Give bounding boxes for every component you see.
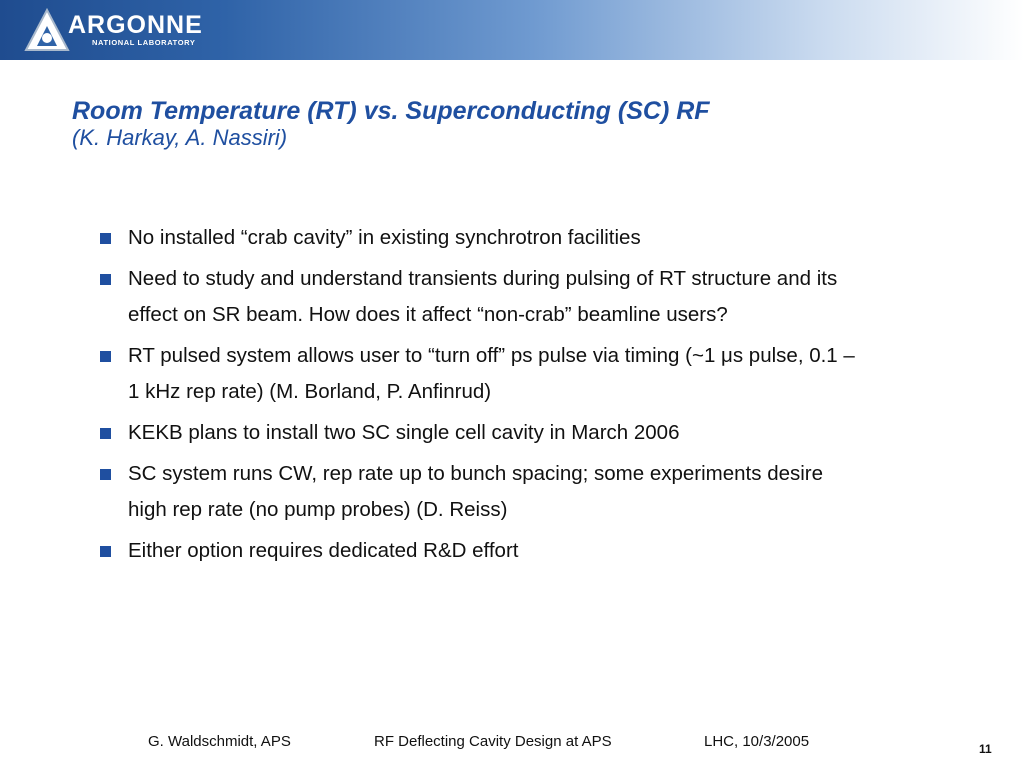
argonne-logo	[24, 8, 224, 52]
argonne-logo-mark-icon	[24, 8, 70, 52]
bullet-item	[98, 261, 858, 333]
bullet-item	[98, 338, 858, 410]
slide-subtitle: (K. Harkay, A. Nassiri)	[72, 125, 288, 150]
logo-wordmark: ARGONNE	[68, 11, 203, 39]
bullet-text: RT pulsed system allows user to “turn off” ps pulse via timing (~1 μs pulse, 0.1 – 1 kHz rep rate) (M. Borland, P. Anfinrud)	[128, 344, 855, 403]
bullet-item	[98, 533, 858, 569]
square-bullet-icon	[100, 428, 111, 439]
footer-author: G. Waldschmidt, APS	[148, 733, 291, 750]
bullet-text: KEKB plans to install two SC single cell cavity in March 2006	[128, 421, 680, 444]
bullet-text: Need to study and understand transients during pulsing of RT structure and its effect on SR beam. How does it affect “non-crab” beamline users?	[128, 267, 838, 326]
logo-subtitle: NATIONAL LABORATORY	[92, 38, 196, 47]
bullet-list	[98, 220, 858, 574]
bullet-text: SC system runs CW, rep rate up to bunch spacing; some experiments desire high rep rate (no pump probes) (D. Reiss)	[128, 462, 824, 521]
page-number: 11	[979, 742, 992, 756]
bullet-item	[98, 415, 858, 451]
title-block	[72, 96, 710, 150]
footer-talk-title: RF Deflecting Cavity Design at APS	[374, 733, 612, 750]
square-bullet-icon	[100, 274, 111, 285]
square-bullet-icon	[100, 546, 111, 557]
header-band	[0, 0, 1024, 60]
square-bullet-icon	[100, 233, 111, 244]
square-bullet-icon	[100, 469, 111, 480]
bullet-text: Either option requires dedicated R&D effort	[128, 539, 519, 562]
footer-event-date: LHC, 10/3/2005	[704, 733, 810, 750]
bullet-item	[98, 456, 858, 528]
bullet-text: No installed “crab cavity” in existing synchrotron facilities	[128, 226, 641, 249]
square-bullet-icon	[100, 351, 111, 362]
bullet-item	[98, 220, 858, 256]
slide-title: Room Temperature (RT) vs. Superconducting (SC) RF	[72, 97, 710, 125]
